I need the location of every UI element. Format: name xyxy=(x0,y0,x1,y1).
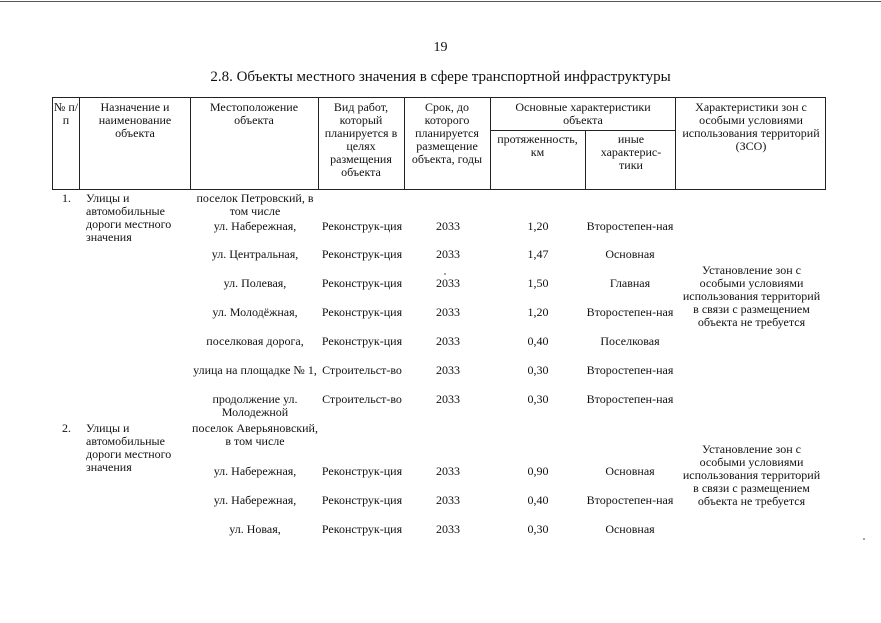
length-km: 1,20 xyxy=(527,305,549,319)
zone-characteristics: Установление зон с особыми условиями использования территорий в связи с размещением объекта не требуется xyxy=(682,442,821,508)
road-category: Второстепен-ная xyxy=(586,219,674,233)
road-category: Второстепен-ная xyxy=(586,392,674,406)
top-rule xyxy=(0,1,881,2)
length-km: 0,30 xyxy=(527,363,549,377)
work-type: Реконструк-ция xyxy=(321,334,403,348)
object-purpose: Улицы и автомобильные дороги местного значения xyxy=(86,421,172,474)
header-length: протяженность, км xyxy=(497,132,578,159)
term-year: 2033 xyxy=(436,305,460,319)
road-category: Основная xyxy=(605,464,655,478)
scan-speck xyxy=(863,538,865,540)
term-year: 2033 xyxy=(436,464,460,478)
work-type: Реконструк-ция xyxy=(321,522,403,536)
page-number: 19 xyxy=(433,40,448,55)
location: ул. Набережная, xyxy=(213,464,297,478)
object-purpose: Улицы и автомобильные дороги местного значения xyxy=(86,191,172,244)
term-year: 2033 xyxy=(436,392,460,406)
work-type: Реконструк-ция xyxy=(321,493,403,507)
location: ул. Набережная, xyxy=(213,219,297,233)
location: продолжение ул. Молодежной xyxy=(212,392,298,419)
location: ул. Центральная, xyxy=(211,247,299,261)
term-year: 2033 xyxy=(436,276,460,290)
road-category: Второстепен-ная xyxy=(586,305,674,319)
length-km: 1,50 xyxy=(527,276,549,290)
length-km: 0,40 xyxy=(527,493,549,507)
zone-characteristics: Установление зон с особыми условиями использования территорий в связи с размещением объекта не требуется xyxy=(682,263,821,329)
length-km: 0,40 xyxy=(527,334,549,348)
header-purpose: Назначение и наименование объекта xyxy=(98,100,172,140)
header-num: № п/п xyxy=(53,100,79,127)
term-year: 2033 xyxy=(436,363,460,377)
road-category: Главная xyxy=(609,276,651,290)
work-type: Реконструк-ция xyxy=(321,464,403,478)
length-km: 0,90 xyxy=(527,464,549,478)
term-year: 2033 xyxy=(436,522,460,536)
road-category: Основная xyxy=(605,247,655,261)
road-category: Второстепен-ная xyxy=(586,363,674,377)
length-km: 1,20 xyxy=(527,219,549,233)
work-type: Реконструк-ция xyxy=(321,219,403,233)
length-km: 0,30 xyxy=(527,392,549,406)
road-category: Основная xyxy=(605,522,655,536)
location: улица на площадке № 1, xyxy=(193,363,317,377)
header-location: Местоположение объекта xyxy=(209,100,299,127)
location: ул. Молодёжная, xyxy=(212,305,298,319)
work-type: Строительст-во xyxy=(322,363,402,377)
settlement-name: поселок Петровский, в том числе xyxy=(196,191,314,218)
term-year: 2033 xyxy=(436,334,460,348)
header-zones: Характеристики зон с особыми условиями использования территорий (ЗСО) xyxy=(682,100,820,153)
road-category: Поселковая xyxy=(600,334,660,348)
location: ул. Новая, xyxy=(229,522,281,536)
header-work: Вид работ, который планируется в целях размещения объекта xyxy=(324,100,398,179)
settlement-name: поселок Аверьяновский, в том числе xyxy=(192,421,318,448)
row-number: 1. xyxy=(62,191,71,205)
work-type: Строительст-во xyxy=(322,392,402,406)
road-category: Второстепен-ная xyxy=(586,493,674,507)
work-type: Реконструк-ция xyxy=(321,276,403,290)
location: ул. Полевая, xyxy=(223,276,287,290)
scan-speck xyxy=(444,273,446,275)
header-other: иные характерис-тики xyxy=(600,132,662,172)
work-type: Реконструк-ция xyxy=(321,305,403,319)
row-number: 2. xyxy=(62,421,71,435)
header-term: Срок, до которого планируется размещение объекта, годы xyxy=(411,100,483,166)
header-main-characteristics: Основные характеристики объекта xyxy=(515,100,651,127)
section-title: 2.8. Объекты местного значения в сфере транспортной инфраструктуры xyxy=(210,69,671,85)
term-year: 2033 xyxy=(436,493,460,507)
length-km: 1,47 xyxy=(527,247,549,261)
location: поселковая дорога, xyxy=(206,334,304,348)
term-year: 2033 xyxy=(436,219,460,233)
term-year: 2033 xyxy=(436,247,460,261)
location: ул. Набережная, xyxy=(213,493,297,507)
length-km: 0,30 xyxy=(527,522,549,536)
work-type: Реконструк-ция xyxy=(321,247,403,261)
